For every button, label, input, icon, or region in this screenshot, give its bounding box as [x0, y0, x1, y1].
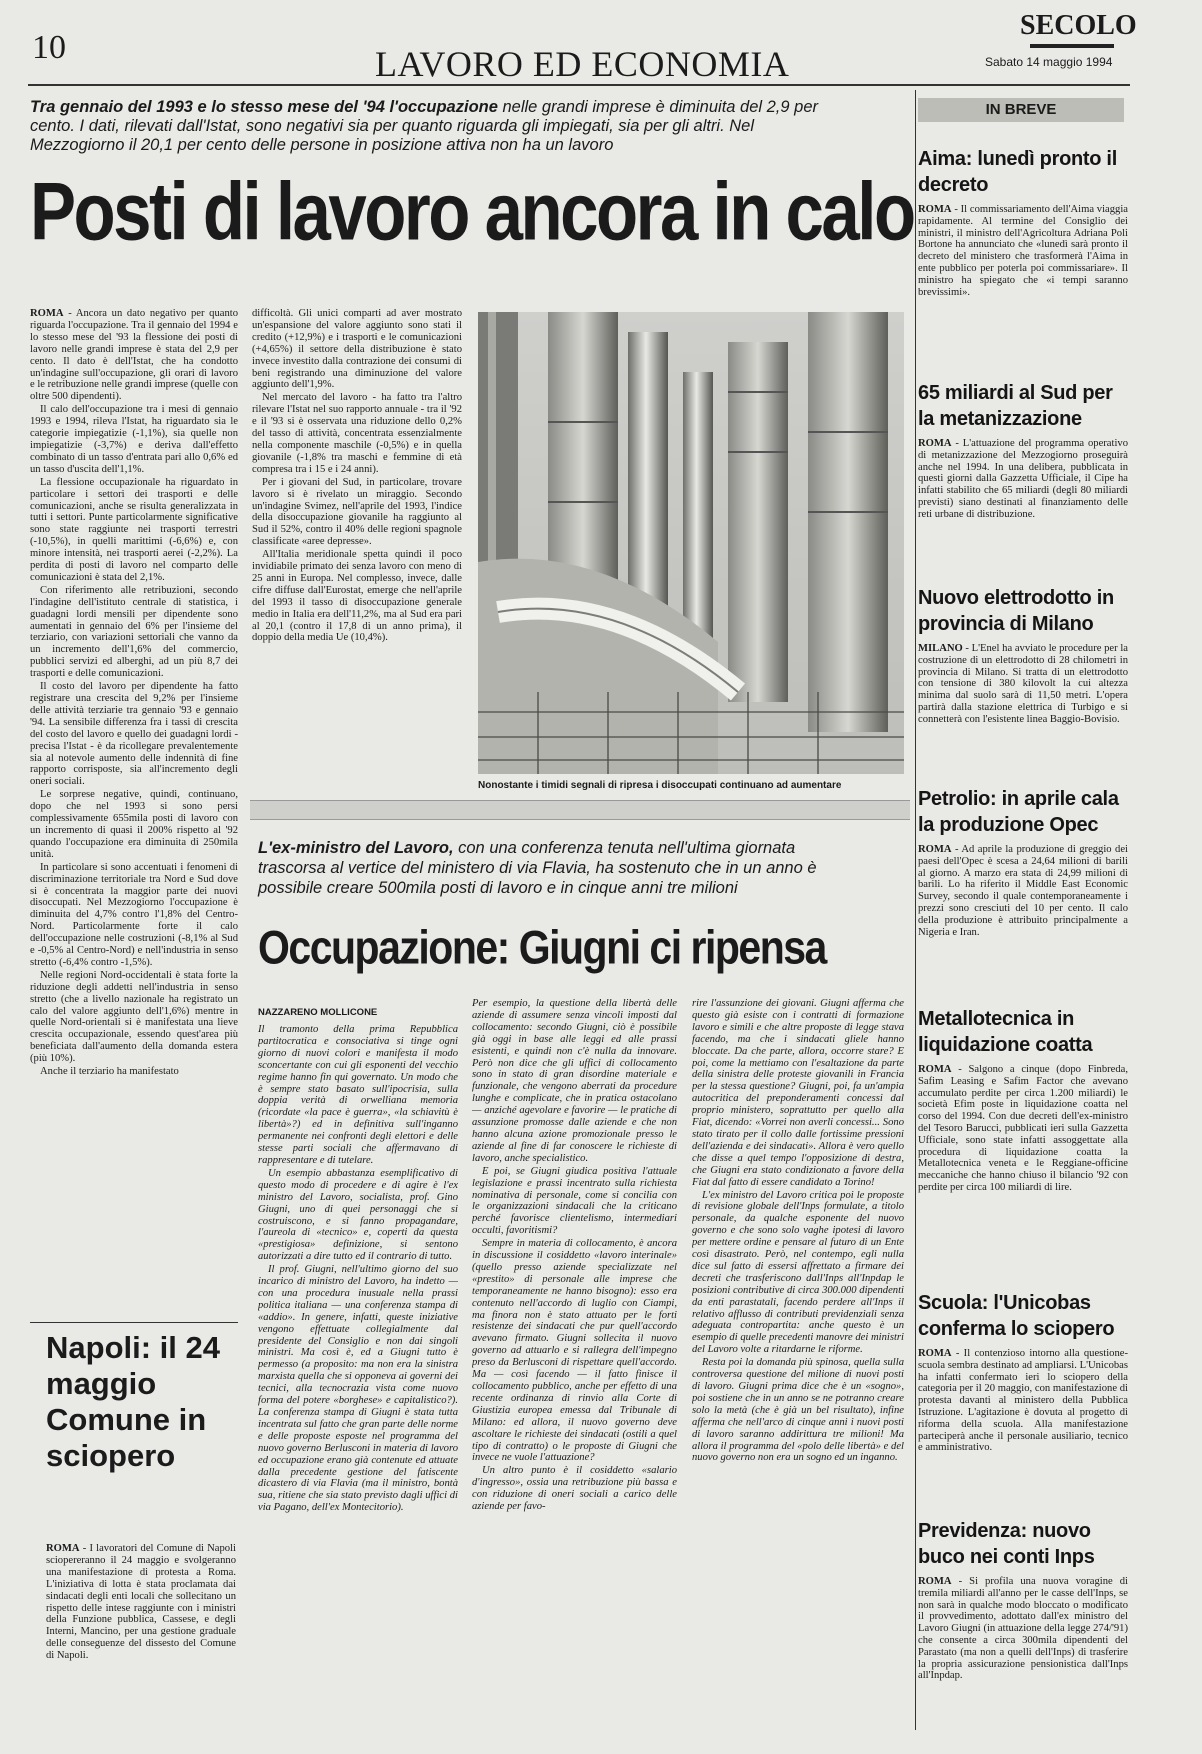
giugni-column-1: [258, 1024, 458, 1729]
dateline: ROMA: [30, 308, 64, 319]
paragraph: - Ad aprile la produzione di greggio dei paesi dell'Opec è scesa a 24,64 milioni di barili al giorno. A marzo era stata di 24,99 milioni di barili. Lo ha riferito il Middle East Economic Survey, secondo il quale contemporaneamente i prezzi sono cresciuti del 10 per cento. Il calo della produzione è attribuito principalmente a Nigeria e Iran.: [918, 844, 1128, 938]
masthead-bar: [1030, 44, 1114, 48]
dateline: ROMA: [46, 1543, 80, 1554]
paragraph: Nelle regioni Nord-occidentali è stata forte la riduzione degli addetti nell'industria in senso stretto (che a livello nazionale ha registrato un calo del valore aggiunto dell'1,6%) mentre in quelle Nord-orientali si è manifestata una lieve crescita occupazionale, essendo quest'area più beneficiata dall'aumento della domanda estera (più 10%).: [30, 969, 238, 1065]
brief-inps: [918, 1518, 1128, 1738]
brief-title: Nuovo elettrodotto in provincia di Milano: [918, 587, 1114, 635]
issue-date: Sabato 14 maggio 1994: [985, 55, 1113, 69]
brief-text: [918, 204, 1128, 298]
vertical-rule: [915, 90, 916, 1730]
paragraph: Il prof. Giugni, nell'ultimo giorno del suo incarico di ministro del Lavoro, ha indetto — con una procedura inusuale nella prassi politica italiana — una conferenza stampa di «addio». In genere, infatti, queste iniziative vengono effettuate collegialmente dal presidente del Consiglio e non dai singoli ministri. Ma così è, ed a Giugni tutto è permesso (a proposito: ma non era la sinistra marxista quella che si opponeva ai governi dei tecnici, alla tecnocrazia vista come nuovo forma del potere «borghese» e capitalistico?). La conferenza stampa di Giugni è stata tutta incentrata sul fatto che gran parte delle norme e delle proposte esposte nel programma del nuovo governo Berlusconi in materia di lavoro ed occupazione erano già contenute ed attuate dalla precedente gestione del fatiscente dicastero di via Flavia (ma il ministro, bontà sua, ritiene che sia stato previsto dagli uffici di via Pagano, dell'ex Montecitorio).: [258, 1264, 458, 1514]
giugni-kicker-rest: con una conferenza tenuta nell'ultima giornata trascorsa al vertice del ministero di via Flavia, ha sostenuto che in un anno è possibile creare 500mila posti di lavoro e in cinque anni tre milioni: [258, 839, 817, 897]
paragraph: In particolare si sono accentuati i fenomeni di discriminazione territoriale tra Nord e Sud dove si è concentrata la maggior parte dei nuovi disoccupati. Nel Mezzogiorno l'occupazione è diminuita del 4,7% contro l'1,8% del Centro-Nord. Particolarmente forte il calo dell'occupazione nelle costruzioni (-8,1% al Sud e -0,5% al Centro-Nord) e nell'industria in senso stretto (-6,4% contro -1,5%).: [30, 861, 238, 968]
giugni-column-3: [692, 998, 904, 1733]
brief-title: Aima: lunedì pronto il decreto: [918, 148, 1117, 196]
brief-title: Previdenza: nuovo buco nei conti Inps: [918, 1520, 1095, 1568]
dateline: ROMA: [918, 844, 952, 855]
napoli-text: [46, 1543, 236, 1729]
paragraph: Sempre in materia di collocamento, è ancora in discussione il cosiddetto «lavoro interinale» (quello presso aziende specializzate nel «prestito» di personale alle imprese che temporaneamente ne hanno bisogno): esso era contenuto nell'accordo di luglio con Ciampi, ma finora non è stato attuato per le forti resistenze dei sindacati che pur quell'accordo avevano firmato. Giugni sollecita il nuovo governo ad attuarlo e si rallegra dell'impegno preso da Berlusconi di rispettare quell'accordo. Ma — così facendo — il fatto finisce il collocamento pubblico, anche per effetto di una recente ordinanza di rinvio alla Corte di Giustizia europea emessa dal Tribunale di Milano: ed allora, il nuovo governo deve ascoltare le richieste dei sindacati (ostili a quel tipo di contratto) o le proposte di Giugni che invece ne vuole l'attuazione?: [472, 1238, 677, 1464]
brief-text: [918, 438, 1128, 521]
paragraph: Con riferimento alle retribuzioni, secondo l'indagine dell'istituto centrale di statistica, i guadagni lordi mensili per dipendente sono aumentati in gennaio del 6% per l'insieme del terziario, con variazioni settoriali che vanno da un incremento dell'1,6% del commercio, pubblici servizi ed alberghi, ad un più 8,7 dei trasporti e delle comunicazioni.: [30, 584, 238, 680]
main-article-column-1: [30, 308, 238, 1318]
byline: NAZZARENO MOLLICONE: [258, 1007, 378, 1018]
giugni-kicker-bold: L'ex-ministro del Lavoro,: [258, 839, 454, 857]
brief-text: [918, 1064, 1128, 1194]
paragraph: Il costo del lavoro per dipendente ha fatto registrare una crescita del 9,2% per l'insieme delle attività terziarie tra gennaio '93 e gennaio '94. La sensibile differenza fra i tassi di crescita del costo del lavoro e quello dei guadagni lordi - precisa l'Istat - è da ricollegare prevalentemente sia al notevole aumento delle indennità di fine rapporto corrisposte, sia all'incremento degli oneri sociali.: [30, 681, 238, 788]
paragraph: - I lavoratori del Comune di Napoli sciopereranno il 24 maggio e svolgeranno una manifestazione di protesta a Roma. L'iniziativa di lotta è stata proclamata dai sindacati degli enti locali che sollecitano un rispetto delle intese raggiunte con i ministri della Funzione pubblica, Cassese, e degli Interni, Mancino, per una gestione graduale delle conseguenze del dissesto del Comune di Napoli.: [46, 1543, 236, 1662]
paragraph: - Il commissariamento dell'Aima viaggia rapidamente. Al termine del Consiglio dei ministri, il ministro dell'Agricoltura Adriana Poli Bortone ha annunciato che «lunedì sarà pronto il decreto del ministero che trasformerà l'Aima in ente pubblico per poterla poi commissariare». Il ministro ha spiegato che «i tempi saranno brevissimi».: [918, 204, 1128, 298]
brief-text: [918, 1576, 1128, 1682]
paragraph: - Si profila una nuova voragine di tremila miliardi all'anno per le casse dell'Inps, se non sarà in qualche modo bloccato o modificato il provvedimento, adottato dall'ex ministro del Lavoro Giugni (in attuazione della legge 274/'91) che consente a circa 300mila dipendenti del Parastato (ma non a quelli dell'Inps) di trasferire la propria assicurazione pensionistica dall'Inps all'Inpdap.: [918, 1576, 1128, 1682]
section-title: LAVORO ED ECONOMIA: [375, 44, 790, 84]
paragraph: Resta poi la domanda più spinosa, quella sulla controversa questione del milione di nuovi posti di lavoro. Giugni prima dice che è un «sogno», poi sostiene che in un anno se ne potranno creare solo la metà (che è già un bel risultato), infine afferma che nell'arco di cinque anni i nuovi posti di lavoro saranno addirittura tre milioni! Ma allora il programma del «polo delle libertà» e del nuovo governo non era un sogno ed un inganno.: [692, 1357, 904, 1464]
paragraph: L'ex ministro del Lavoro critica poi le proposte di revisione globale dell'Inps formulate, a titolo personale, da qualche esponente del nuovo governo e che sono solo vaghe ipotesi di lavoro per mettere ordine e pensare al futuro di un Ente così disastrato. Però, nel contempo, egli nulla dice sul fatto di essersi affrettato a firmare dei decreti che trasferiscono dall'Inps all'Inpdap le posizioni contributive di circa 300.000 dipendenti da enti parastatali, facendo perdere all'Inps il relativo afflusso di contributi previdenziali senza adeguata contropartita: anche questo è un esempio di quelle precedenti manovre dei ministri del Lavoro volte a ritardarne le riforme.: [692, 1189, 904, 1356]
napoli-rule: [30, 1322, 238, 1323]
paragraph: All'Italia meridionale spetta quindi il poco invidiabile primato dei senza lavoro con meno di 25 anni in Europa. Nel complesso, invece, dalle cifre diffuse dall'Eurostat, emerge che nell'aprile del 1993 il tasso di disoccupazione generale medio in Italia era dell'11,2%, ma al Sud era pari al 20,1 (contro il 17,8 di un anno prima), il doppio della media Ue (10,4%).: [252, 549, 462, 644]
paragraph: Per esempio, la questione della libertà delle aziende di assumere senza vincoli imposti dal collocamento: secondo Giugni, ciò è possibile già oggi in base alle leggi ed alle prassi esistenti, e quindi non c'è nulla da innovare. Però non dice che gli uffici di collocamento sono in stato di gran disordine materiale e funzionale, che vengono aberrati da procedure lunghe e complicate, che in pratica ostacolano — anziché agevolare e favorire — le pratiche di assunzione promosse dalle aziende e che non hanno alcuna azione promozionale presso le aziende al fine di far conoscere le richieste di lavoro, anche specialistico.: [472, 998, 677, 1164]
main-kicker-bold: Tra gennaio del 1993 e lo stesso mese del '94 l'occupazione: [30, 98, 498, 116]
main-kicker-rest: nelle grandi imprese è diminuita del 2,9 per cento. I dati, rilevati dall'Istat, sono negativi sia per quanto riguarda gli impiegati, sia per gli altri. Nel Mezzogiorno il 20,1 per cento delle persone in posizione attiva non ha un lavoro: [30, 98, 819, 154]
main-headline: Posti di lavoro ancora in calo: [30, 166, 914, 258]
brief-opec: [918, 786, 1128, 938]
paragraph: Un altro punto è il cosiddetto «salario d'ingresso», ossia una retribuzione più bassa e con riduzione di oneri sociali a carico delle aziende per favo-: [472, 1465, 677, 1513]
brief-metanizzazione: [918, 380, 1128, 521]
paragraph: La flessione occupazionale ha riguardato in particolare i settori dei trasporti e delle comunicazioni, anche se risulta generalizzata in tutti i settori. Punte particolarmente significative sono state raggiunte nei trasporti terrestri (-10,5%), in quelli marittimi (-6,6%) e, con minore intensità, nei trasporti aerei (-2,2%). La perdita di posti di lavoro nel comparto delle comunicazioni è stata del 2,1%.: [30, 476, 238, 583]
dateline: ROMA: [918, 438, 952, 449]
paragraph: - L'attuazione del programma operativo di metanizzazione del Mezzogiorno proseguirà anche nel 1994. In una delibera, pubblicata in questi giorni dalla Gazzetta Ufficiale, il Cipe ha infatti stabilito che 65 miliardi (degli 80 miliardi previsti) siano destinati al finanziamento delle reti urbane di distribuzione.: [918, 438, 1128, 520]
paragraph: - Ancora un dato negativo per quanto riguarda l'occupazione. Tra il gennaio del 1994 e lo stesso mese del '93 la flessione dei posti di lavoro nelle grandi imprese è stata del 2,9 per cento. Il dato è dell'Istat, che ha condotto un'indagine sull'occupazione, gli orari di lavoro e le retribuzione nelle grandi imprese (quelle con oltre 500 dipendenti).: [30, 308, 238, 403]
refinery-illustration: [478, 312, 904, 774]
dateline: ROMA: [918, 1064, 952, 1075]
brief-unicobas: [918, 1290, 1128, 1454]
brief-text: [918, 844, 1128, 938]
brief-title: Petrolio: in aprile cala la produzione Opec: [918, 788, 1119, 836]
paragraph: - Il contenzioso intorno alla questione-scuola sembra destinato ad ampliarsi. L'Unicobas ha infatti confermato ieri lo sciopero della categoria per il 20 maggio, con manifestazione di protesta davanti al ministero della Pubblica Istruzione. L'agitazione è dovuta al progetto di riforma della scuola. Alla manifestazione parteciperà anche il personale ausiliario, tecnico e amministrativo.: [918, 1348, 1128, 1454]
industrial-plant-photo: [478, 312, 904, 774]
divider-bar: [250, 800, 910, 820]
brief-aima: [918, 146, 1128, 298]
giugni-column-2: [472, 998, 677, 1733]
brief-title: Metallotecnica in liquidazione coatta: [918, 1008, 1093, 1056]
brief-text: [918, 1348, 1128, 1454]
brief-title: Scuola: l'Unicobas conferma lo sciopero: [918, 1292, 1115, 1340]
main-kicker: [30, 98, 830, 155]
in-breve-label: IN BREVE: [918, 98, 1124, 122]
photo-caption: Nonostante i timidi segnali di ripresa i disoccupati continuano ad aumentare: [478, 780, 842, 791]
main-article-column-2: [252, 308, 462, 818]
paragraph: Nel mercato del lavoro - ha fatto tra l'altro rilevare l'Istat nel suo rapporto annuale - tra il '92 e il '93 si è osservata una riduzione dello 0,2% del tasso di attività, concentrata essenzialmente nella componente maschile (-0,5%) e in quella giovanile (-1,8% tra maschi e femmine di età compresa tra i 15 e i 24 anni).: [252, 392, 462, 475]
paragraph: Per i giovani del Sud, in particolare, trovare lavoro si è rivelato un miraggio. Secondo un'indagine Svimez, nell'aprile del 1993, l'indice della disoccupazione giovanile ha raggiunto al Sud il 52%, contro il 40% delle regioni spagnole classificate «aree depresse».: [252, 476, 462, 548]
brief-elettrodotto: [918, 585, 1128, 726]
masthead-logo: SECOLO: [1020, 10, 1137, 41]
dateline: ROMA: [918, 1576, 952, 1587]
paragraph: Anche il terziario ha manifestato: [40, 1066, 179, 1078]
paragraph: rire l'assunzione dei giovani. Giugni afferma che questo già esiste con i contratti di formazione lavoro e simili e che altre proposte di legge stava facendo, ma che i sindacati gliele hanno bloccate. Da che parte, allora, occorre stare? E poi, come la mettiamo con l'esaltazione da parte della sinistra delle proteste giovanili in Francia per la stessa questione? Giugni, poi, fa un'ampia autocritica del preponderamenti concessi dal proprio ministero, soprattutto per quello alla Fiat, dicendo: «Vorrei non averli concessi... Sono stato tirato per il collo dalle fortissime pressioni dell'azienda e dei sindacati». Allora è vero quello che disse a quel tempo l'opposizione di destra, che Giugni era stato condizionato a favore della Fiat dal fatto di essere candidato a Torino!: [692, 998, 904, 1188]
paragraph: Il calo dell'occupazione tra i mesi di gennaio 1993 e 1994, rileva l'Istat, ha riguardato sia le categorie impiegatizie (-1,1%), sia quelle non impiegatizie (-3,7%) e deriva dall'effetto combinato di un tasso d'entrata pari allo 0,6% ed un tasso d'uscita dell'1,1%.: [30, 404, 238, 475]
dateline: MILANO: [918, 643, 963, 654]
brief-metallotecnica: [918, 1006, 1128, 1194]
paragraph: Le sorprese negative, quindi, continuano, dopo che nel 1993 si sono persi complessivamente 655mila posti di lavoro con un incremento di quasi il 200% rispetto al '92 quando l'occupazione era diminuita di 250mila unità.: [30, 789, 238, 860]
dateline: ROMA: [918, 204, 952, 215]
paragraph: E poi, se Giugni giudica positiva l'attuale legislazione e prassi incentrato sulla richiesta nominativa di personale, come si concilia con le organizzazioni sindacali che la criticano perché favorisce clientelismo, intermediari occulti, favoritismi?: [472, 1165, 677, 1237]
dateline: ROMA: [918, 1348, 952, 1359]
paragraph: - Salgono a cinque (dopo Finbreda, Safim Leasing e Safim Factor che avevano accumulato perdite per circa 1.200 miliardi) le società Efim poste in liquidazione coatta nel corso del 1994. Con due decreti dell'ex-ministro del Tesoro Barucci, pubblicati ieri sulla Gazzetta Ufficiale, sono state infatti assoggettate alla procedura di liquidazione coatta la Metallotecnica veneta e le Reggiane-officine meccaniche che hanno chiuso il bilancio '92 con perdite per circa 100 miliardi di lire.: [918, 1064, 1128, 1193]
paragraph: Il tramonto della prima Repubblica partitocratica e consociativa si tinge ogni giorno di nuovi colori e manifesta il modo sconcertante con cui gli esponenti del vecchio regime hanno fin qui governato. Un modo che è sempre stato basato sull'ipocrisia, sulla doppia verità di orwelliana memoria (ricordate «la pace è guerra», «la schiavitù è libertà»?) ed in definitiva sull'inganno permanente nei confronti degli elettori e delle stesse parti sociali che affermavano di rappresentare e di tutelare.: [258, 1024, 458, 1166]
napoli-headline: Napoli: il 24 maggio Comune in sciopero: [46, 1330, 220, 1473]
paragraph: - L'Enel ha avviato le procedure per la costruzione di un elettrodotto di 28 chilometri in provincia di Milano. Si tratta di un elettrodotto con tensione di 380 kilovolt la cui altezza minima dal suolo sarà di 11,50 metri. L'opera partirà dalla stazione elettrica di Turbigo e si connetterà con l'esistente linea Baggio-Bovisio.: [918, 643, 1128, 725]
paragraph: difficoltà. Gli unici comparti ad aver mostrato un'espansione del valore aggiunto sono stati il credito (+12,9%) e i trasporti e le comunicazioni (+4,65%) il settore della distribuzione è stato invece investito dalla contrazione dei consumi di beni registrando una diminuzione del valore aggiunto dell'1,9%.: [252, 308, 462, 391]
page-number: 10: [32, 29, 66, 66]
giugni-headline: Occupazione: Giugni ci ripensa: [258, 921, 826, 975]
giugni-kicker: [258, 838, 858, 898]
brief-title: 65 miliardi al Sud per la metanizzazione: [918, 382, 1113, 430]
header-rule: [28, 84, 1130, 86]
brief-text: [918, 643, 1128, 726]
paragraph: Un esempio abbastanza esemplificativo di questo modo di procedere e di agire è l'ex ministro del Lavoro, socialista, prof. Gino Giugni, uno di quei personaggi che si costruiscono, e si fanno propagandare, l'aureola di «tecnico» e, coperti da questa «prestigiosa» definizione, si sentono autorizzati a dire tutto ed il contrario di tutto.: [258, 1167, 458, 1263]
